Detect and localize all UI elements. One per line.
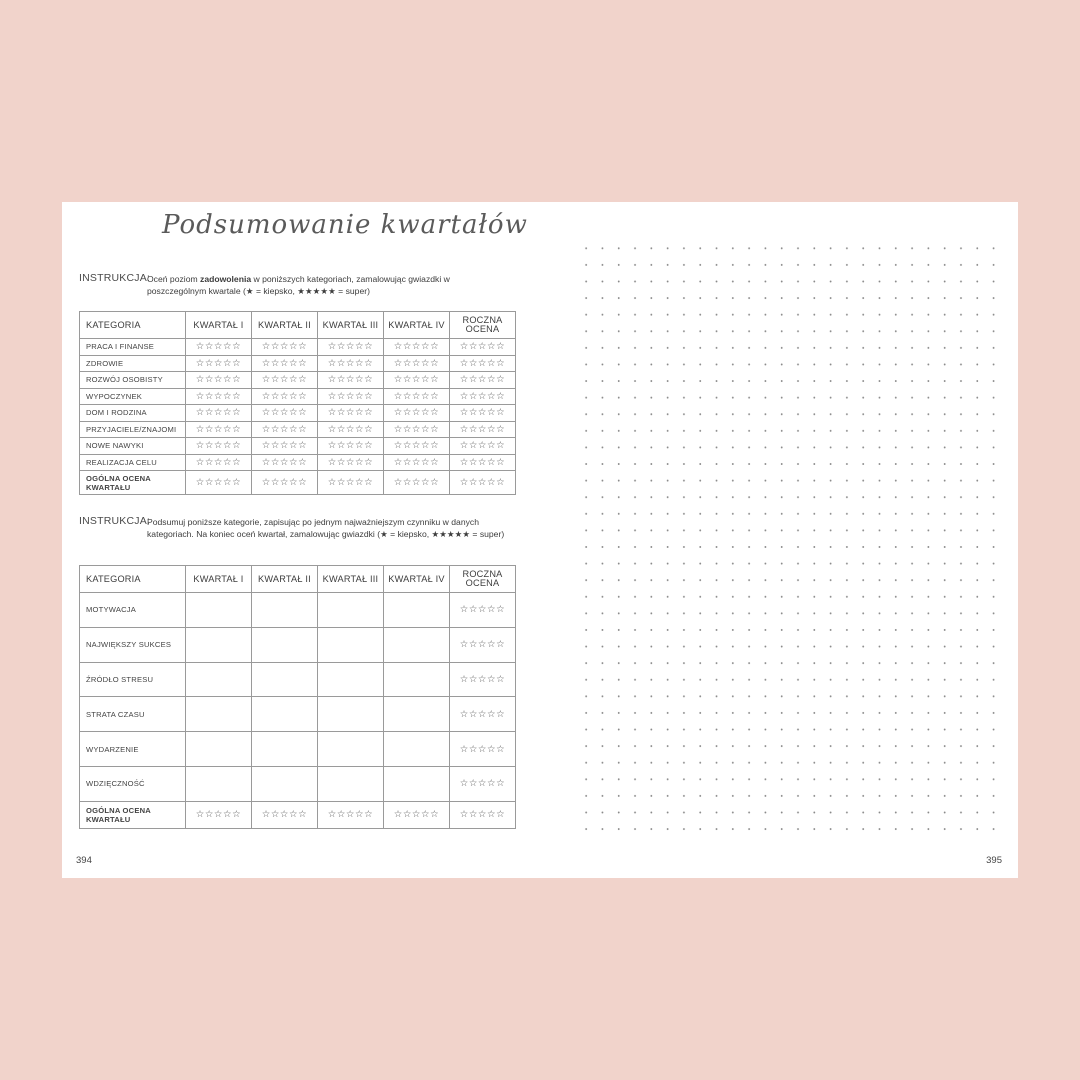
star-rating[interactable]: ☆☆☆☆☆ [384, 454, 450, 471]
category-label: ŹRÓDŁO STRESU [80, 662, 186, 697]
instruction-text-part: w poniższych kategoriach, zamalowując gwiazdki w poszczególnym kwartale (★ = kiepsko, ★★★★★ = super) [147, 274, 450, 296]
star-rating[interactable]: ☆☆☆☆☆ [450, 388, 516, 405]
write-in-cell[interactable] [252, 593, 318, 628]
star-rating[interactable]: ☆☆☆☆☆ [384, 388, 450, 405]
star-rating[interactable]: ☆☆☆☆☆ [186, 405, 252, 422]
table-row [80, 372, 516, 389]
table-row [80, 388, 516, 405]
star-rating[interactable]: ☆☆☆☆☆ [384, 471, 450, 495]
header-q4: KWARTAŁ IV [384, 312, 450, 339]
write-in-cell[interactable] [252, 697, 318, 732]
category-label: STRATA CZASU [80, 697, 186, 732]
table-row [80, 355, 516, 372]
star-rating[interactable]: ☆☆☆☆☆ [252, 355, 318, 372]
write-in-cell[interactable] [318, 697, 384, 732]
star-rating[interactable]: ☆☆☆☆☆ [252, 388, 318, 405]
star-rating[interactable]: ☆☆☆☆☆ [186, 355, 252, 372]
star-rating[interactable]: ☆☆☆☆☆ [252, 438, 318, 455]
instruction-text-part: Oceń poziom [147, 274, 201, 284]
header-category: KATEGORIA [80, 566, 186, 593]
star-rating[interactable]: ☆☆☆☆☆ [450, 339, 516, 356]
write-in-cell[interactable] [384, 593, 450, 628]
write-in-cell[interactable] [252, 627, 318, 662]
write-in-cell[interactable] [186, 697, 252, 732]
star-rating[interactable]: ☆☆☆☆☆ [252, 471, 318, 495]
star-rating[interactable]: ☆☆☆☆☆ [252, 405, 318, 422]
star-rating[interactable]: ☆☆☆☆☆ [252, 372, 318, 389]
write-in-cell[interactable] [318, 732, 384, 767]
instruction-block-1 [79, 272, 499, 302]
category-label: WDZIĘCZNOŚĆ [80, 766, 186, 801]
star-rating[interactable]: ☆☆☆☆☆ [318, 438, 384, 455]
write-in-cell[interactable] [384, 732, 450, 767]
category-label: OGÓLNA OCENA KWARTAŁU [80, 471, 186, 495]
table-row-overall [80, 801, 516, 828]
star-rating[interactable]: ☆☆☆☆☆ [384, 801, 450, 828]
star-rating[interactable]: ☆☆☆☆☆ [318, 372, 384, 389]
star-rating[interactable]: ☆☆☆☆☆ [186, 454, 252, 471]
page-number-right: 395 [986, 855, 1002, 866]
category-label: NAJWIĘKSZY SUKCES [80, 627, 186, 662]
star-rating[interactable]: ☆☆☆☆☆ [186, 438, 252, 455]
star-rating[interactable]: ☆☆☆☆☆ [318, 405, 384, 422]
write-in-cell[interactable] [186, 662, 252, 697]
category-label: WYDARZENIE [80, 732, 186, 767]
header-q3: KWARTAŁ III [318, 566, 384, 593]
header-category: KATEGORIA [80, 312, 186, 339]
table-row [80, 405, 516, 422]
star-rating[interactable]: ☆☆☆☆☆ [450, 627, 516, 662]
write-in-cell[interactable] [384, 627, 450, 662]
table-row-overall [80, 471, 516, 495]
write-in-cell[interactable] [186, 627, 252, 662]
table-row [80, 766, 516, 801]
table-row [80, 454, 516, 471]
page-number-left: 394 [76, 855, 92, 866]
instruction-block-2 [79, 515, 505, 555]
table-row [80, 438, 516, 455]
star-rating[interactable]: ☆☆☆☆☆ [450, 593, 516, 628]
star-rating[interactable]: ☆☆☆☆☆ [450, 355, 516, 372]
table-header-row [80, 566, 516, 593]
category-label: NOWE NAWYKI [80, 438, 186, 455]
star-rating[interactable]: ☆☆☆☆☆ [318, 388, 384, 405]
write-in-cell[interactable] [186, 766, 252, 801]
write-in-cell[interactable] [252, 662, 318, 697]
satisfaction-table [79, 311, 516, 495]
star-rating[interactable]: ☆☆☆☆☆ [450, 697, 516, 732]
header-annual: ROCZNA OCENA [450, 312, 516, 339]
write-in-cell[interactable] [252, 732, 318, 767]
category-label: MOTYWACJA [80, 593, 186, 628]
star-rating[interactable]: ☆☆☆☆☆ [450, 766, 516, 801]
header-q2: KWARTAŁ II [252, 312, 318, 339]
star-rating[interactable]: ☆☆☆☆☆ [252, 339, 318, 356]
star-rating[interactable]: ☆☆☆☆☆ [252, 801, 318, 828]
star-rating[interactable]: ☆☆☆☆☆ [186, 339, 252, 356]
star-rating[interactable]: ☆☆☆☆☆ [384, 438, 450, 455]
header-annual: ROCZNA OCENA [450, 566, 516, 593]
category-label: WYPOCZYNEK [80, 388, 186, 405]
table-row [80, 627, 516, 662]
star-rating[interactable]: ☆☆☆☆☆ [252, 421, 318, 438]
table-row [80, 421, 516, 438]
star-rating[interactable]: ☆☆☆☆☆ [450, 662, 516, 697]
star-rating[interactable]: ☆☆☆☆☆ [186, 388, 252, 405]
category-label: OGÓLNA OCENA KWARTAŁU [80, 801, 186, 828]
write-in-cell[interactable] [186, 732, 252, 767]
table-row [80, 732, 516, 767]
star-rating[interactable]: ☆☆☆☆☆ [186, 372, 252, 389]
write-in-cell[interactable] [318, 662, 384, 697]
write-in-cell[interactable] [318, 627, 384, 662]
table-row [80, 339, 516, 356]
star-rating[interactable]: ☆☆☆☆☆ [384, 405, 450, 422]
star-rating[interactable]: ☆☆☆☆☆ [186, 421, 252, 438]
star-rating[interactable]: ☆☆☆☆☆ [450, 801, 516, 828]
star-rating[interactable]: ☆☆☆☆☆ [384, 421, 450, 438]
star-rating[interactable]: ☆☆☆☆☆ [450, 421, 516, 438]
star-rating[interactable]: ☆☆☆☆☆ [450, 454, 516, 471]
star-rating[interactable]: ☆☆☆☆☆ [450, 405, 516, 422]
star-rating[interactable]: ☆☆☆☆☆ [252, 454, 318, 471]
header-q4: KWARTAŁ IV [384, 566, 450, 593]
category-label: PRACA I FINANSE [80, 339, 186, 356]
page-title: Podsumowanie kwartałów [162, 210, 528, 240]
star-rating[interactable]: ☆☆☆☆☆ [450, 471, 516, 495]
star-rating[interactable]: ☆☆☆☆☆ [186, 801, 252, 828]
summary-table [79, 565, 516, 829]
star-rating[interactable]: ☆☆☆☆☆ [318, 454, 384, 471]
instruction-text [147, 273, 507, 297]
star-rating[interactable]: ☆☆☆☆☆ [384, 355, 450, 372]
category-label: REALIZACJA CELU [80, 454, 186, 471]
star-rating[interactable]: ☆☆☆☆☆ [318, 421, 384, 438]
star-rating[interactable]: ☆☆☆☆☆ [318, 339, 384, 356]
write-in-cell[interactable] [186, 593, 252, 628]
category-label: ROZWÓJ OSOBISTY [80, 372, 186, 389]
header-q2: KWARTAŁ II [252, 566, 318, 593]
star-rating[interactable]: ☆☆☆☆☆ [384, 372, 450, 389]
category-label: ZDROWIE [80, 355, 186, 372]
write-in-cell[interactable] [318, 593, 384, 628]
dot-grid-page [578, 240, 996, 840]
header-q3: KWARTAŁ III [318, 312, 384, 339]
star-rating[interactable]: ☆☆☆☆☆ [450, 732, 516, 767]
category-label: DOM I RODZINA [80, 405, 186, 422]
notebook-spread [62, 202, 1018, 878]
write-in-cell[interactable] [384, 697, 450, 732]
star-rating[interactable]: ☆☆☆☆☆ [318, 471, 384, 495]
write-in-cell[interactable] [318, 766, 384, 801]
write-in-cell[interactable] [252, 766, 318, 801]
instruction-label: INSTRUKCJA: [79, 515, 151, 527]
star-rating[interactable]: ☆☆☆☆☆ [384, 339, 450, 356]
table-row [80, 697, 516, 732]
star-rating[interactable]: ☆☆☆☆☆ [318, 355, 384, 372]
header-q1: KWARTAŁ I [186, 312, 252, 339]
star-rating[interactable]: ☆☆☆☆☆ [450, 372, 516, 389]
star-rating[interactable]: ☆☆☆☆☆ [450, 438, 516, 455]
instruction-label: INSTRUKCJA: [79, 272, 151, 284]
table-row [80, 662, 516, 697]
table-row [80, 593, 516, 628]
star-rating[interactable]: ☆☆☆☆☆ [186, 471, 252, 495]
table-header-row [80, 312, 516, 339]
star-rating[interactable]: ☆☆☆☆☆ [318, 801, 384, 828]
category-label: PRZYJACIELE/ZNAJOMI [80, 421, 186, 438]
write-in-cell[interactable] [384, 662, 450, 697]
instruction-bold-word: zadowolenia [200, 274, 252, 284]
write-in-cell[interactable] [384, 766, 450, 801]
instruction-text: Podsumuj poniższe kategorie, zapisując po jednym najważniejszym czynniku w danych kategoriach. Na koniec oceń kwartał, zamalowując gwiazdki (★ = kiepsko, ★★★★★ = super) [147, 517, 505, 539]
header-q1: KWARTAŁ I [186, 566, 252, 593]
